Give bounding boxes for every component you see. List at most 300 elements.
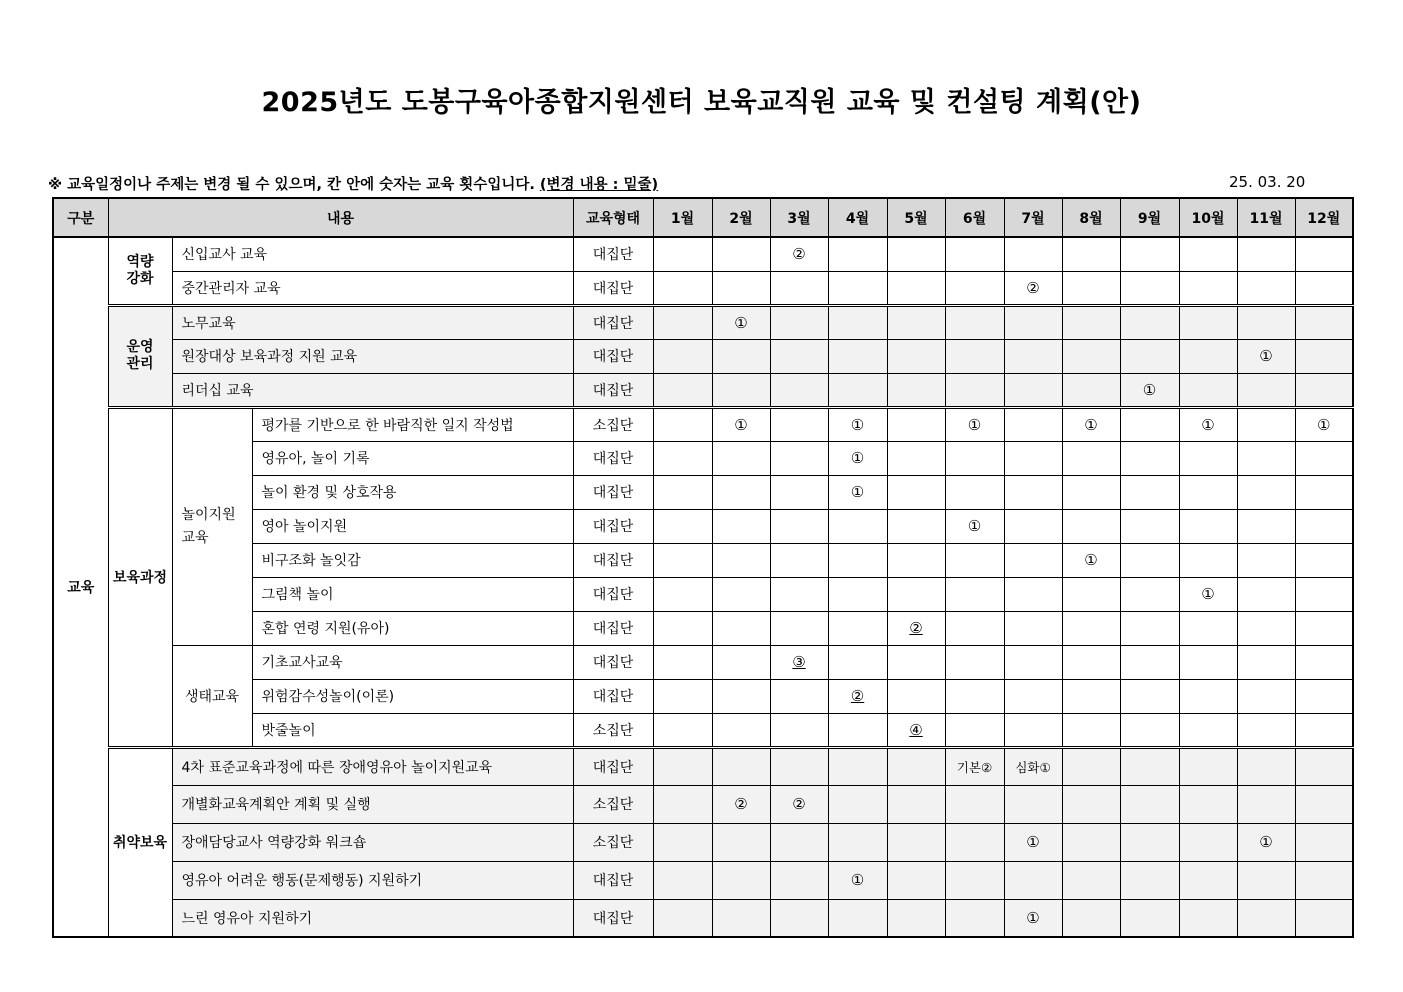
month-cell [1179,785,1237,823]
month-cell [1179,899,1237,937]
month-cell [945,645,1004,679]
month-cell [1120,785,1179,823]
month-cell [945,271,1004,305]
month-cell [770,679,828,713]
group-operation-line2: 관리 [126,356,154,372]
month-cell [653,577,712,611]
month-cell [887,407,945,441]
month-cell [887,577,945,611]
month-cell [770,407,828,441]
month-cell: ② [712,785,770,823]
row-title: 기초교사교육 [252,645,573,679]
month-cell [1062,679,1120,713]
month-cell [1179,713,1237,747]
month-cell [1237,861,1295,899]
month-cell [887,475,945,509]
month-cell [712,823,770,861]
month-cell: ① [945,509,1004,543]
month-cell [1179,861,1237,899]
row-title: 신입교사 교육 [172,237,573,271]
month-cell [1062,645,1120,679]
month-cell [1179,237,1237,271]
group-operation-line1: 운영 [126,339,154,355]
month-cell [712,861,770,899]
month-cell [1179,823,1237,861]
header-month: 10월 [1179,198,1237,237]
month-cell [653,305,712,339]
month-cell [1004,373,1062,407]
row-title: 노무교육 [172,305,573,339]
month-cell [653,407,712,441]
month-cell [1004,237,1062,271]
month-cell [712,509,770,543]
header-month: 4월 [828,198,887,237]
month-cell: 심화① [1004,747,1062,785]
month-cell: ④ [887,713,945,747]
month-cell [828,577,887,611]
month-cell [1179,679,1237,713]
month-cell [1004,679,1062,713]
month-cell [1120,679,1179,713]
row-title: 원장대상 보육과정 지원 교육 [172,339,573,373]
row-type: 소집단 [573,785,653,823]
month-cell [1062,577,1120,611]
month-cell [1295,679,1353,713]
row-type: 대집단 [573,679,653,713]
month-cell [1004,611,1062,645]
month-cell: ① [1120,373,1179,407]
table-row [53,747,1353,785]
month-cell [712,543,770,577]
table-row [53,237,1353,271]
month-cell [712,475,770,509]
month-cell [945,373,1004,407]
month-cell [653,713,712,747]
month-cell [712,747,770,785]
month-cell [1237,899,1295,937]
month-cell [770,373,828,407]
month-cell: ① [828,475,887,509]
group-edu: 교육 [53,237,108,937]
month-cell [1004,475,1062,509]
row-title: 평가를 기반으로 한 바람직한 일지 작성법 [252,407,573,441]
month-cell [712,645,770,679]
row-type: 대집단 [573,611,653,645]
month-cell [712,713,770,747]
month-cell [887,509,945,543]
header-month: 12월 [1295,198,1353,237]
month-cell [1004,305,1062,339]
month-cell [1004,407,1062,441]
row-type: 소집단 [573,823,653,861]
group-operation [108,305,172,407]
table-row [53,271,1353,305]
table-row [53,645,1353,679]
month-cell: ① [1004,823,1062,861]
month-cell [1120,407,1179,441]
month-cell [653,611,712,645]
month-cell [1295,305,1353,339]
month-cell [1120,577,1179,611]
month-cell [770,441,828,475]
month-cell [770,823,828,861]
month-cell [1295,713,1353,747]
month-cell [1120,861,1179,899]
month-cell [887,823,945,861]
table-row [53,339,1353,373]
month-cell [1237,271,1295,305]
row-title: 개별화교육계획안 계획 및 실행 [172,785,573,823]
month-cell [1120,339,1179,373]
month-cell [1295,475,1353,509]
header-month: 6월 [945,198,1004,237]
month-cell [1295,237,1353,271]
table-row [53,823,1353,861]
page-title: 2025년도 도봉구육아종합지원센터 보육교직원 교육 및 컨설팅 계획(안) [261,87,1142,118]
month-cell: ① [712,305,770,339]
month-cell [1062,441,1120,475]
table-row [53,305,1353,339]
header-month: 3월 [770,198,828,237]
month-cell [1062,713,1120,747]
month-cell [1004,509,1062,543]
row-title: 혼합 연령 지원(유아) [252,611,573,645]
month-cell [770,475,828,509]
month-cell [1295,645,1353,679]
month-cell [1237,611,1295,645]
month-cell [1004,441,1062,475]
header-month: 8월 [1062,198,1120,237]
month-cell [1295,543,1353,577]
month-cell [1237,407,1295,441]
group-vulnerable: 취약보육 [108,747,172,937]
month-cell [1120,475,1179,509]
row-title: 밧줄놀이 [252,713,573,747]
month-cell [1062,823,1120,861]
month-cell [887,899,945,937]
month-cell [1179,305,1237,339]
month-cell [1004,543,1062,577]
row-type: 대집단 [573,543,653,577]
header-month: 9월 [1120,198,1179,237]
month-cell: 기본② [945,747,1004,785]
month-cell [1062,747,1120,785]
month-cell [1120,823,1179,861]
month-cell: ① [1295,407,1353,441]
month-cell [1237,509,1295,543]
month-cell [1295,509,1353,543]
month-cell [1120,713,1179,747]
month-cell [828,373,887,407]
month-cell [1062,271,1120,305]
row-type: 대집단 [573,339,653,373]
month-cell [945,237,1004,271]
month-cell [945,679,1004,713]
row-title: 영유아, 놀이 기록 [252,441,573,475]
row-type: 대집단 [573,305,653,339]
month-cell [945,713,1004,747]
month-cell [1237,543,1295,577]
month-cell [1004,861,1062,899]
month-cell [1120,543,1179,577]
month-cell: ① [828,407,887,441]
month-cell [1295,611,1353,645]
month-cell [828,823,887,861]
month-cell [712,441,770,475]
group-capacity [108,237,172,305]
month-cell [1004,339,1062,373]
month-cell [887,305,945,339]
month-cell [653,785,712,823]
month-cell [945,475,1004,509]
month-cell [770,509,828,543]
month-cell [1295,339,1353,373]
month-cell [712,611,770,645]
header-type: 교육형태 [573,198,653,237]
header-month: 2월 [712,198,770,237]
row-title: 느린 영유아 지원하기 [172,899,573,937]
month-cell [828,713,887,747]
month-cell [887,339,945,373]
month-cell [1237,713,1295,747]
month-cell [945,823,1004,861]
month-cell [1237,577,1295,611]
month-cell [1179,339,1237,373]
month-cell [887,785,945,823]
header-month: 5월 [887,198,945,237]
month-cell [828,509,887,543]
month-cell [1237,305,1295,339]
month-cell [712,339,770,373]
month-cell [1237,785,1295,823]
month-cell [1120,271,1179,305]
month-cell [828,237,887,271]
table-row [53,373,1353,407]
month-cell [828,645,887,679]
month-cell [887,441,945,475]
group-capacity-line1: 역량 [126,253,154,270]
month-cell [653,373,712,407]
month-cell [1062,475,1120,509]
month-cell [1295,861,1353,899]
month-cell [828,785,887,823]
month-cell [712,899,770,937]
group-play-support [172,407,252,645]
month-cell [945,339,1004,373]
month-cell [828,747,887,785]
month-cell: ② [1004,271,1062,305]
month-cell [887,373,945,407]
row-title: 리더십 교육 [172,373,573,407]
header-month: 7월 [1004,198,1062,237]
month-cell [1295,823,1353,861]
schedule-body [53,237,1353,937]
month-cell [1295,441,1353,475]
month-cell [712,577,770,611]
month-cell [1004,645,1062,679]
month-cell [1062,611,1120,645]
month-cell [770,899,828,937]
notice-change: (변경 내용 : 밑줄) [539,177,659,193]
month-cell [712,373,770,407]
month-cell [770,713,828,747]
table-row [53,407,1353,441]
header-category: 구분 [53,198,108,237]
group-curriculum: 보육과정 [108,407,172,747]
month-cell [1004,577,1062,611]
month-cell [1179,645,1237,679]
month-cell [945,577,1004,611]
month-cell [653,543,712,577]
month-cell: ① [1004,899,1062,937]
row-type: 소집단 [573,713,653,747]
row-title: 장애담당교사 역량강화 워크숍 [172,823,573,861]
month-cell [1237,373,1295,407]
month-cell [1062,899,1120,937]
month-cell [945,305,1004,339]
month-cell [828,305,887,339]
month-cell [1295,373,1353,407]
month-cell [1179,271,1237,305]
row-title: 위험감수성놀이(이론) [252,679,573,713]
month-cell [1120,899,1179,937]
row-type: 소집단 [573,407,653,441]
month-cell: ② [887,611,945,645]
month-cell: ① [1179,577,1237,611]
month-cell: ① [828,441,887,475]
row-title: 영아 놀이지원 [252,509,573,543]
month-cell [1179,441,1237,475]
month-cell [1120,305,1179,339]
table-row [53,785,1353,823]
month-cell [653,861,712,899]
month-cell [887,679,945,713]
month-cell [1120,611,1179,645]
month-cell [770,611,828,645]
month-cell [1237,679,1295,713]
month-cell [1295,271,1353,305]
row-title: 4차 표준교육과정에 따른 장애영유아 놀이지원교육 [172,747,573,785]
month-cell [653,441,712,475]
month-cell [1179,611,1237,645]
month-cell [828,339,887,373]
row-title: 놀이 환경 및 상호작용 [252,475,573,509]
month-cell [1062,373,1120,407]
month-cell [1295,899,1353,937]
row-type: 대집단 [573,509,653,543]
month-cell [1120,237,1179,271]
month-cell: ② [828,679,887,713]
row-type: 대집단 [573,271,653,305]
row-type: 대집단 [573,237,653,271]
month-cell: ① [828,861,887,899]
month-cell: ① [1062,407,1120,441]
month-cell [1120,645,1179,679]
month-cell: ① [1237,823,1295,861]
month-cell [1295,785,1353,823]
month-cell [770,339,828,373]
month-cell [770,747,828,785]
month-cell [1237,645,1295,679]
month-cell [653,237,712,271]
month-cell [653,679,712,713]
month-cell: ② [770,785,828,823]
month-cell [1179,509,1237,543]
month-cell [1237,475,1295,509]
month-cell [1179,543,1237,577]
month-cell [945,785,1004,823]
month-cell [653,475,712,509]
month-cell [770,271,828,305]
notice [48,173,658,194]
month-cell [887,543,945,577]
month-cell [887,747,945,785]
month-cell [653,747,712,785]
month-cell [770,305,828,339]
month-cell [945,543,1004,577]
month-cell [828,899,887,937]
month-cell [945,611,1004,645]
row-title: 비구조화 놀잇감 [252,543,573,577]
month-cell [712,679,770,713]
month-cell [828,271,887,305]
month-cell [1179,747,1237,785]
month-cell [712,237,770,271]
month-cell [1237,747,1295,785]
month-cell [653,271,712,305]
header-month: 1월 [653,198,712,237]
row-title: 중간관리자 교육 [172,271,573,305]
row-title: 그림책 놀이 [252,577,573,611]
month-cell [887,645,945,679]
month-cell: ① [1179,407,1237,441]
month-cell [1004,713,1062,747]
month-cell [1120,441,1179,475]
month-cell [1062,861,1120,899]
month-cell [1062,785,1120,823]
month-cell: ① [1062,543,1120,577]
month-cell: ① [1237,339,1295,373]
header-row [53,198,1353,237]
month-cell [1237,237,1295,271]
row-type: 대집단 [573,861,653,899]
month-cell [653,645,712,679]
row-type: 대집단 [573,645,653,679]
month-cell [712,271,770,305]
month-cell [1295,577,1353,611]
notice-text: ※ 교육일정이나 주제는 변경 될 수 있으며, 칸 안에 숫자는 교육 횟수입니다. [48,177,535,193]
table-row [53,899,1353,937]
month-cell [828,543,887,577]
row-type: 대집단 [573,747,653,785]
month-cell: ① [945,407,1004,441]
month-cell: ② [770,237,828,271]
group-play-line1: 놀이지원 [181,506,236,523]
month-cell [887,861,945,899]
month-cell [1179,373,1237,407]
header-month: 11월 [1237,198,1295,237]
row-type: 대집단 [573,475,653,509]
month-cell [770,543,828,577]
month-cell: ① [712,407,770,441]
month-cell [1062,339,1120,373]
header-content: 내용 [108,198,573,237]
month-cell [887,271,945,305]
month-cell [653,899,712,937]
month-cell [1179,475,1237,509]
month-cell [770,577,828,611]
month-cell [1062,509,1120,543]
